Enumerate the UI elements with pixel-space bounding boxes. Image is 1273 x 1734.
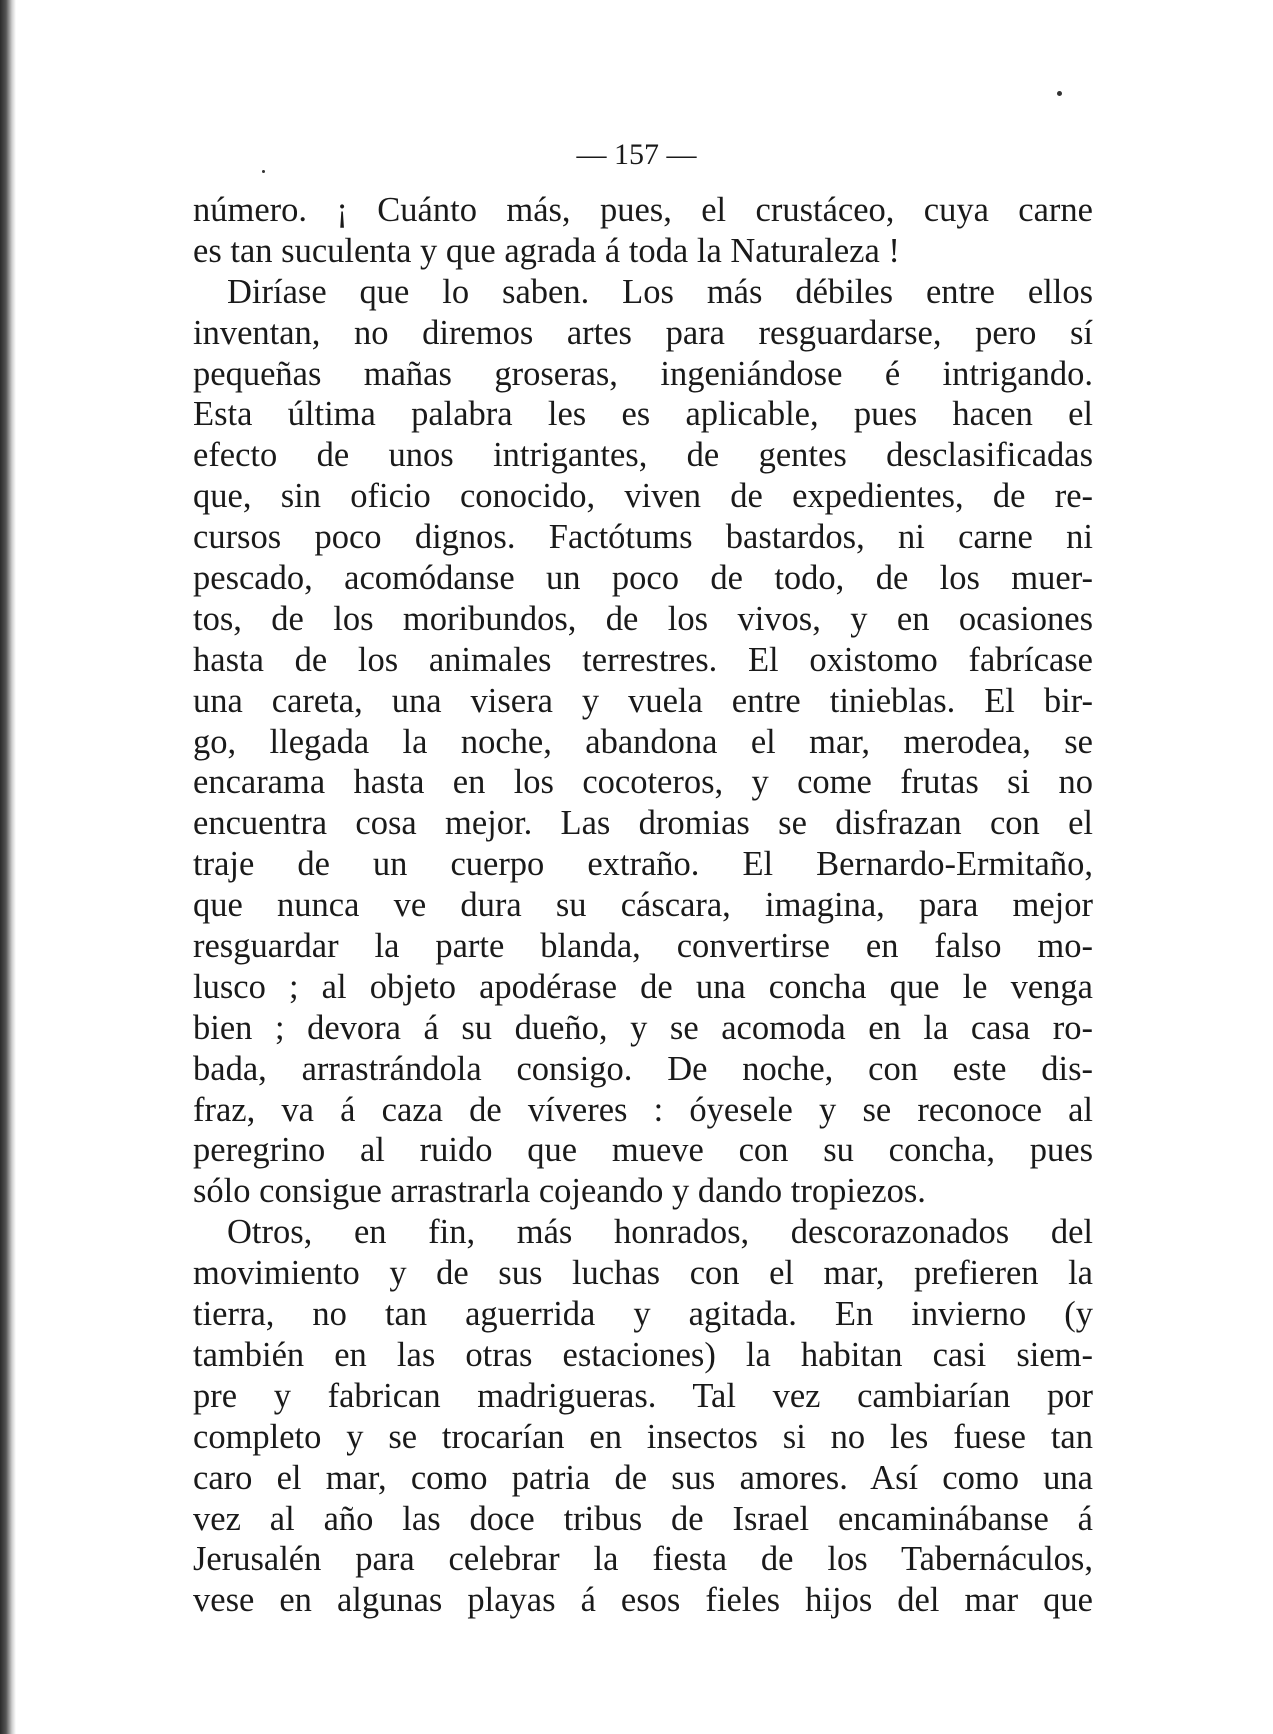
text-line: vese en algunas playas á esos fieles hijos del mar que xyxy=(193,1581,1093,1620)
text-line: que nunca ve dura su cáscara, imagina, para mejor xyxy=(193,886,1093,925)
text-line: peregrino al ruido que mueve con su concha, pues xyxy=(193,1131,1093,1170)
text-line: Jerusalén para celebrar la fiesta de los Tabernáculos, xyxy=(193,1540,1093,1579)
text-line: caro el mar, como patria de sus amores. Así como una xyxy=(193,1458,1093,1497)
page-binding-edge xyxy=(0,0,16,1734)
text-line: tos, de los moribundos, de los vivos, y en ocasiones xyxy=(193,599,1093,638)
text-line: tierra, no tan aguerrida y agitada. En invierno (y xyxy=(193,1295,1093,1334)
text-line: fraz, va á caza de víveres : óyesele y se reconoce al xyxy=(193,1090,1093,1129)
text-line: go, llegada la noche, abandona el mar, merodea, se xyxy=(193,722,1093,761)
text-line: pequeñas mañas groseras, ingeniándose é intrigando. xyxy=(193,354,1093,393)
body-text xyxy=(193,190,1093,1621)
text-line: resguardar la parte blanda, convertirse en falso mo- xyxy=(193,927,1093,966)
text-line: encarama hasta en los cocoteros, y come frutas si no xyxy=(193,763,1093,802)
text-line: encuentra cosa mejor. Las dromias se disfrazan con el xyxy=(193,804,1093,843)
text-line: lusco ; al objeto apodérase de una concha que le venga xyxy=(193,967,1093,1006)
text-line: pre y fabrican madrigueras. Tal vez cambiarían por xyxy=(193,1376,1093,1415)
text-line: vez al año las doce tribus de Israel encaminábanse á xyxy=(193,1499,1093,1538)
text-line: Otros, en fin, más honrados, descorazonados del xyxy=(227,1213,1093,1252)
text-line: inventan, no diremos artes para resguardarse, pero sí xyxy=(193,313,1093,352)
text-line: pescado, acomódanse un poco de todo, de los muer- xyxy=(193,559,1093,598)
text-line: que, sin oficio conocido, viven de expedientes, de re- xyxy=(193,477,1093,516)
text-line: completo y se trocarían en insectos si no les fuese tan xyxy=(193,1417,1093,1456)
text-line: Esta última palabra les es aplicable, pues hacen el xyxy=(193,395,1093,434)
text-line: hasta de los animales terrestres. El oxistomo fabrícase xyxy=(193,640,1093,679)
text-line: número. ¡ Cuánto más, pues, el crustáceo, cuya carne xyxy=(193,191,1093,229)
text-line: una careta, una visera y vuela entre tinieblas. El bir- xyxy=(193,681,1093,720)
text-line: bien ; devora á su dueño, y se acomoda en la casa ro- xyxy=(193,1008,1093,1047)
text-line: efecto de unos intrigantes, de gentes desclasificadas xyxy=(193,436,1093,475)
page-number: — 157 — xyxy=(576,138,697,171)
text-line: traje de un cuerpo extraño. El Bernardo-Ermitaño, xyxy=(193,845,1093,884)
ink-speck xyxy=(1057,91,1062,96)
text-line: cursos poco dignos. Factótums bastardos, ni carne ni xyxy=(193,518,1093,557)
text-line: bada, arrastrándola consigo. De noche, con este dis- xyxy=(193,1049,1093,1088)
text-line: es tan suculenta y que agrada á toda la Naturaleza ! xyxy=(193,231,900,270)
text-line: movimiento y de sus luchas con el mar, prefieren la xyxy=(193,1254,1093,1293)
text-line: sólo consigue arrastrarla cojeando y dando tropiezos. xyxy=(193,1172,926,1211)
text-line: también en las otras estaciones) la habitan casi siem- xyxy=(193,1335,1093,1374)
text-line: Diríase que lo saben. Los más débiles entre ellos xyxy=(227,272,1093,311)
